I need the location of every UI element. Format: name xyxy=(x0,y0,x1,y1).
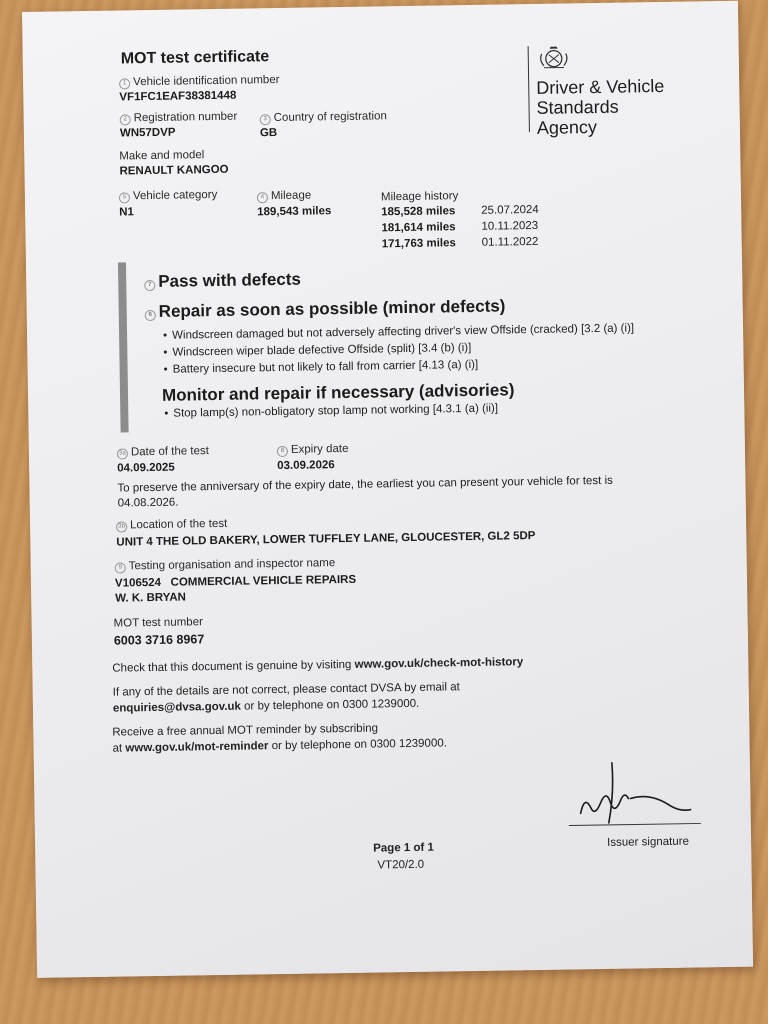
vin-value: VF1FC1EAF38381448 xyxy=(119,89,237,104)
history-date: 10.11.2023 xyxy=(481,219,539,233)
result-status: 7 Pass with defects xyxy=(144,270,301,292)
dvsa-email-link[interactable]: enquiries@dvsa.gov.uk xyxy=(112,700,242,715)
field-number-icon: 4 xyxy=(257,192,268,203)
result-side-bar xyxy=(118,262,129,432)
registration-value: WN57DVP xyxy=(119,126,176,140)
earliest-test-date: 04.08.2026. xyxy=(117,496,179,510)
field-number-icon: 3a xyxy=(117,448,128,459)
repair-item: • Windscreen damaged but not adversely affecting driver's view Offside (cracked) [3.2 (a) (i)] xyxy=(163,320,634,344)
crest-icon xyxy=(537,45,571,77)
mileage-history-list xyxy=(381,203,539,254)
monitor-list xyxy=(164,403,498,420)
contact-text: If any of the details are not correct, please contact DVSA by email at xyxy=(112,681,460,699)
agency-name-line: Agency xyxy=(536,116,598,138)
mot-test-number-value: 6003 3716 8967 xyxy=(113,632,205,648)
reminder-text: Receive a free annual MOT reminder by subscribing xyxy=(112,722,379,739)
field-number-icon: 9 xyxy=(115,562,126,573)
field-number-icon: 2 xyxy=(120,114,131,125)
monitor-item: • Stop lamp(s) non-obligatory stop lamp not working [4.3.1 (a) (ii)] xyxy=(164,403,498,420)
test-date-value: 04.09.2025 xyxy=(117,461,175,475)
make-model-label: Make and model xyxy=(119,149,205,163)
repair-list xyxy=(163,320,635,378)
history-date: 01.11.2022 xyxy=(481,235,539,249)
expiry-date-value: 03.09.2026 xyxy=(277,459,335,473)
mileage-label: 4 Mileage xyxy=(257,189,311,203)
issuer-signature-mark xyxy=(566,753,707,840)
test-location-label: 3b Location of the test xyxy=(116,518,227,533)
country-label: 3 Country of registration xyxy=(260,110,387,125)
make-model-value: RENAULT KANGOO xyxy=(119,163,229,178)
repair-item: • Battery insecure but not likely to fall from carrier [4.13 (a) (i)] xyxy=(164,354,635,378)
repair-heading: 6 Repair as soon as possible (minor defects) xyxy=(145,296,506,322)
field-number-icon: 3b xyxy=(116,521,127,532)
repair-item: • Windscreen wiper blade defective Offside (split) [3.4 (b) (i)] xyxy=(163,337,634,361)
testing-org-label: 9 Testing organisation and inspector name xyxy=(115,557,336,573)
mot-test-number-label: MOT test number xyxy=(113,616,203,630)
contact-details: enquiries@dvsa.gov.uk or by telephone on 0300 1239000. xyxy=(112,697,420,715)
vehicle-category-label: 5 Vehicle category xyxy=(119,189,218,204)
mot-certificate-sheet xyxy=(22,1,753,978)
mileage-history-label: Mileage history xyxy=(380,190,459,204)
field-number-icon: 6 xyxy=(145,310,156,321)
agency-name-line: Standards xyxy=(536,96,619,118)
field-number-icon: 8 xyxy=(277,446,288,457)
agency-divider xyxy=(528,46,530,132)
document-title: MOT test certificate xyxy=(120,48,270,68)
form-code: VT20/2.0 xyxy=(377,858,425,872)
field-number-icon: 1 xyxy=(119,78,130,89)
monitor-heading: Monitor and repair if necessary (advisories) xyxy=(161,380,515,405)
history-miles: 185,528 miles xyxy=(381,205,456,219)
field-number-icon: 3 xyxy=(260,114,271,125)
registration-label: 2 Registration number xyxy=(120,111,238,126)
history-miles: 171,763 miles xyxy=(381,237,456,251)
preserve-anniversary-note: To preserve the anniversary of the expiry date, the earliest you can present your vehicle for test is xyxy=(117,474,613,495)
test-location-value: UNIT 4 THE OLD BAKERY, LOWER TUFFLEY LANE, GLOUCESTER, GL2 5DP xyxy=(116,530,536,549)
inspector-name: W. K. BRYAN xyxy=(115,591,187,605)
vin-label: 1 Vehicle identification number xyxy=(119,74,280,90)
vehicle-category-value: N1 xyxy=(119,206,134,219)
page-number: Page 1 of 1 xyxy=(373,841,434,855)
agency-name xyxy=(536,76,665,138)
field-number-icon: 7 xyxy=(144,280,155,291)
history-date: 25.07.2024 xyxy=(481,203,539,217)
history-miles: 181,614 miles xyxy=(381,221,456,235)
test-date-label: 3a Date of the test xyxy=(117,445,209,459)
country-value: GB xyxy=(259,127,278,140)
agency-name-line: Driver & Vehicle xyxy=(536,75,665,98)
expiry-date-label: 8 Expiry date xyxy=(277,443,349,457)
check-genuine-text: Check that this document is genuine by visiting www.gov.uk/check-mot-history xyxy=(112,656,524,675)
mileage-value: 189,543 miles xyxy=(257,205,332,219)
mot-reminder-link[interactable]: www.gov.uk/mot-reminder xyxy=(125,740,269,755)
testing-org-value: V106524 COMMERCIAL VEHICLE REPAIRS xyxy=(114,573,357,590)
issuer-signature-label: Issuer signature xyxy=(607,835,690,849)
field-number-icon: 5 xyxy=(119,192,130,203)
reminder-details: at www.gov.uk/mot-reminder or by telephone on 0300 1239000. xyxy=(112,737,447,755)
check-mot-history-link[interactable]: www.gov.uk/check-mot-history xyxy=(354,656,524,671)
